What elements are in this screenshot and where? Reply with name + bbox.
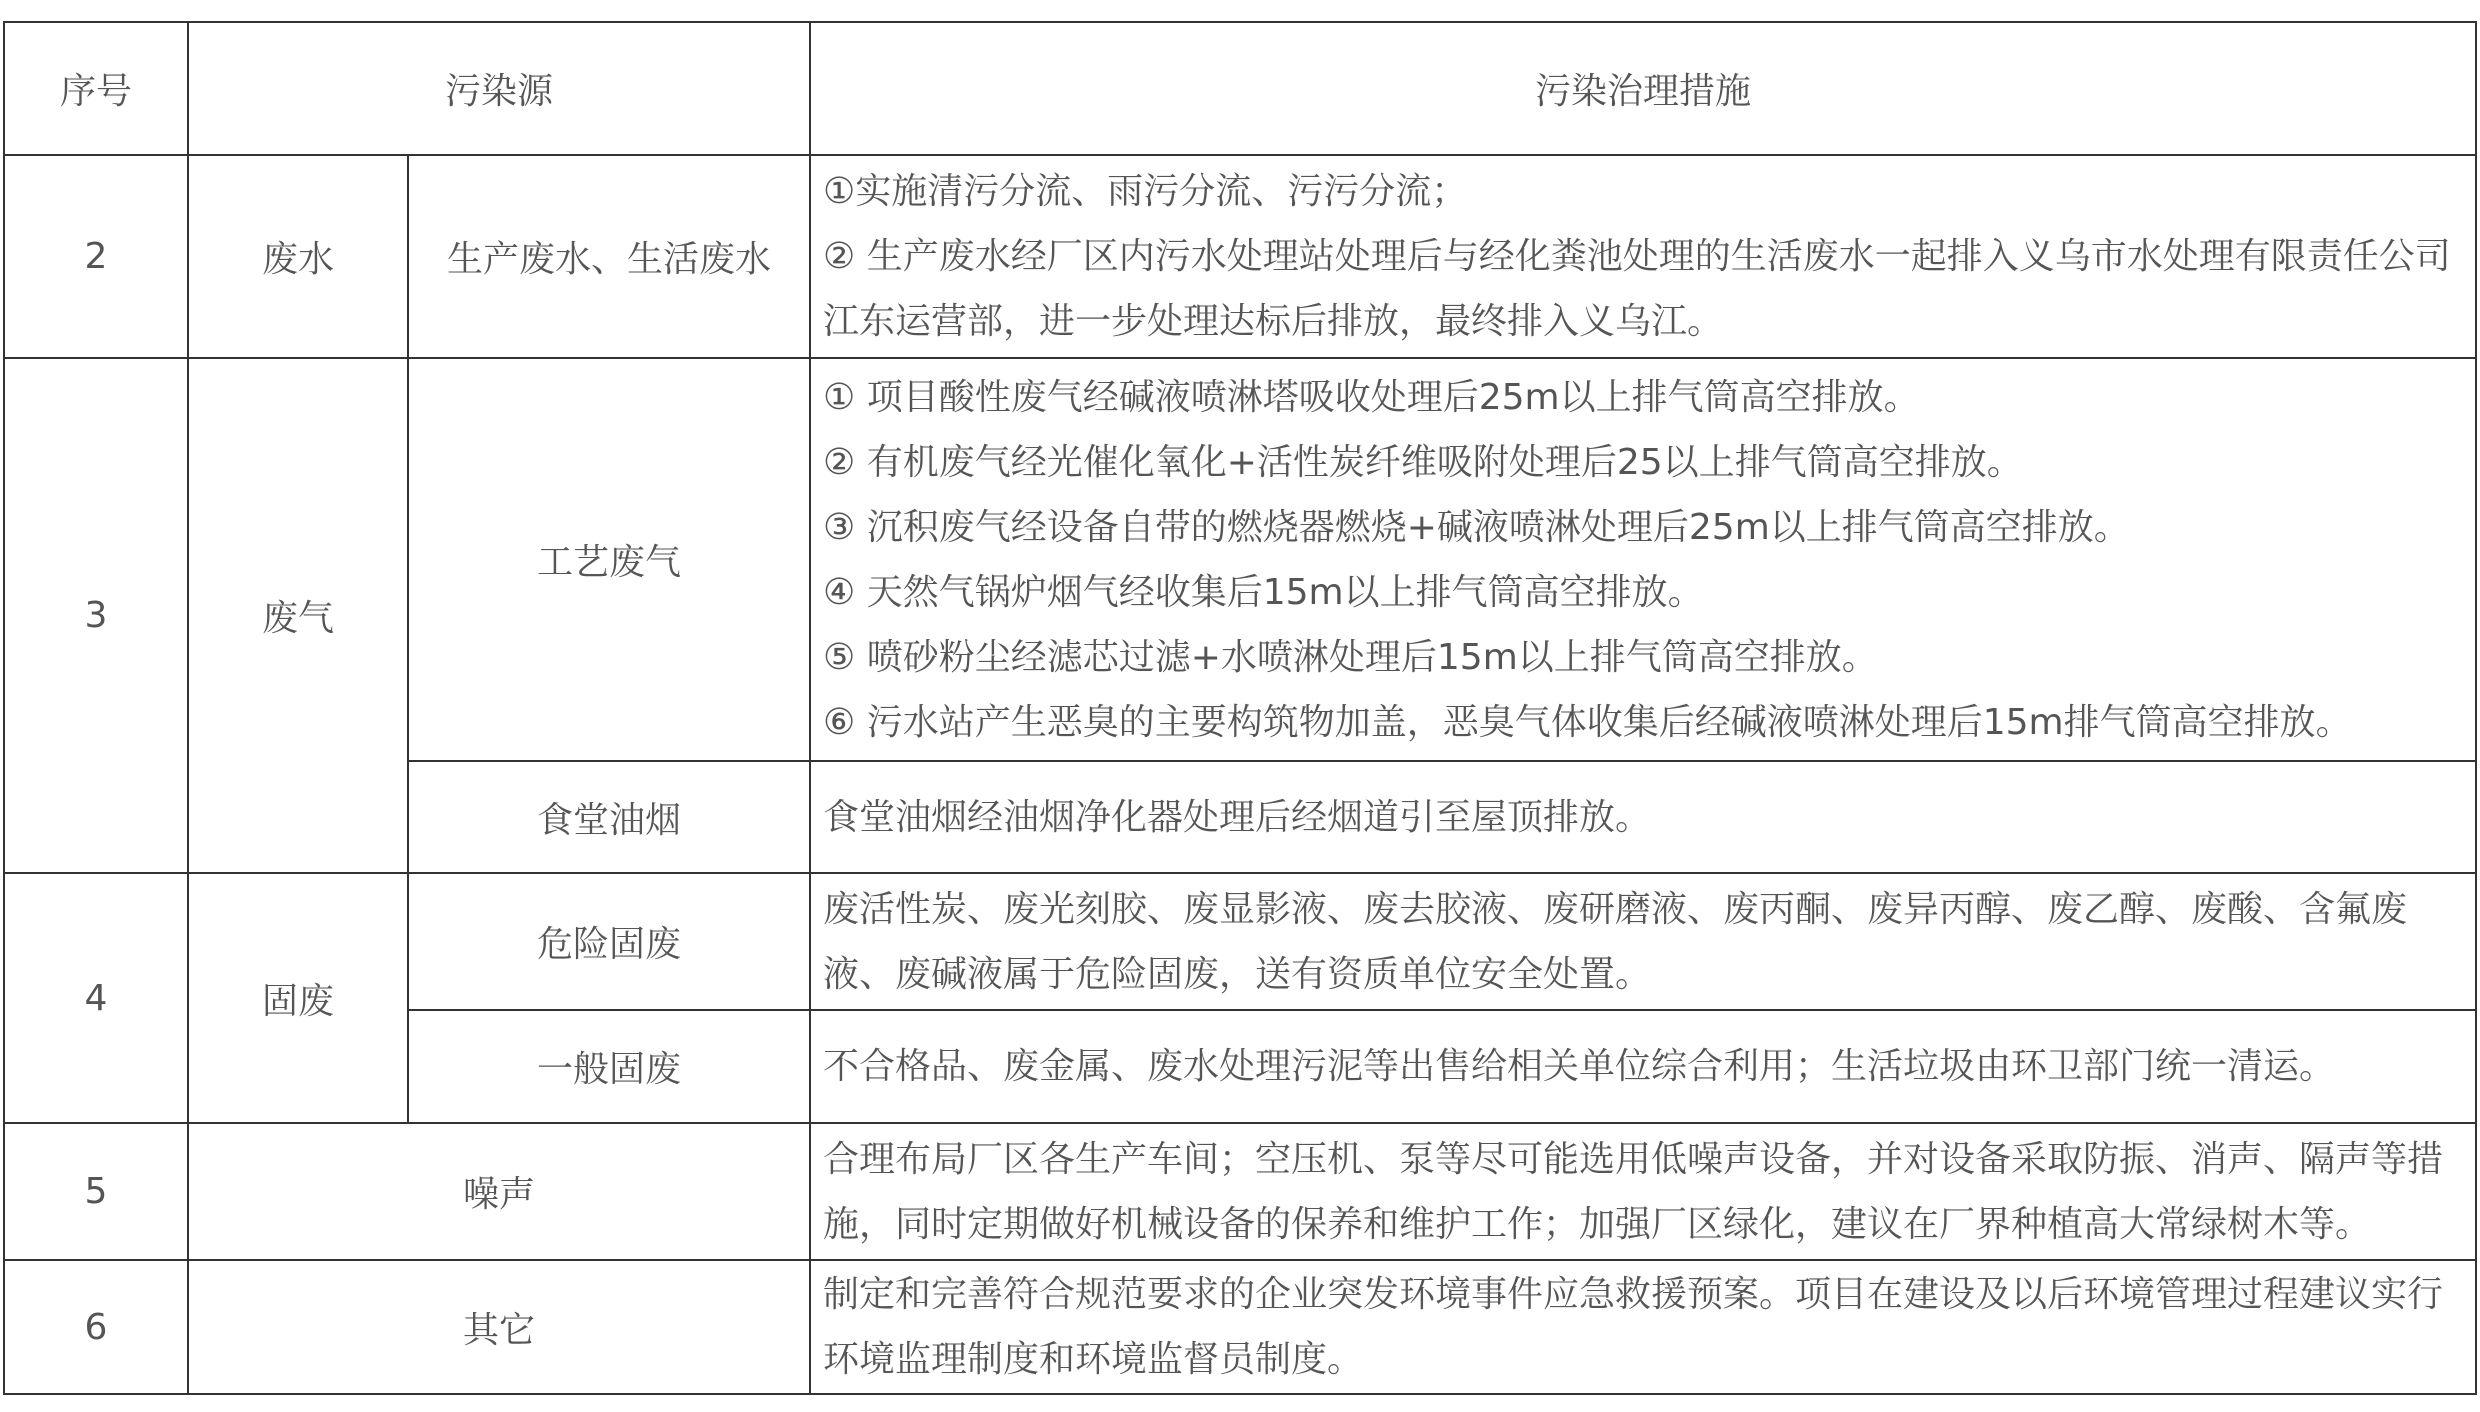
- header-row: [4, 22, 2476, 155]
- row-category: 废气: [188, 358, 408, 873]
- row-category: 固废: [188, 873, 408, 1123]
- measures-cell: [810, 358, 2476, 761]
- measures-cell: 合理布局厂区各生产车间；空压机、泵等尽可能选用低噪声设备，并对设备采取防振、消声、隔声等措施，同时定期做好机械设备的保养和维护工作；加强厂区绿化，建议在厂界种植高大常绿树木等。: [810, 1123, 2476, 1260]
- row-seq: 5: [4, 1123, 188, 1260]
- measure-item: ①实施清污分流、雨污分流、污污分流；: [823, 171, 1468, 212]
- header-measures: 污染治理措施: [810, 22, 2476, 155]
- row-category: 其它: [188, 1260, 810, 1394]
- measures-cell: 不合格品、废金属、废水处理污泥等出售给相关单位综合利用；生活垃圾由环卫部门统一清运。: [810, 1010, 2476, 1123]
- measure-item: ③ 沉积废气经设备自带的燃烧器燃烧+碱液喷淋处理后25m以上排气筒高空排放。: [823, 506, 2130, 548]
- table-row: [4, 155, 2476, 358]
- measures-cell: 食堂油烟经油烟净化器处理后经烟道引至屋顶排放。: [810, 761, 2476, 873]
- measures-cell: 废活性炭、废光刻胶、废显影液、废去胶液、废研磨液、废丙酮、废异丙醇、废乙醇、废酸、含氟废液、废碱液属于危险固废，送有资质单位安全处置。: [810, 873, 2476, 1010]
- table-row: [4, 1260, 2476, 1394]
- pollution-control-table: [3, 21, 2477, 1395]
- row-subcategory: 生产废水、生活废水: [408, 155, 810, 358]
- measure-item: ⑥ 污水站产生恶臭的主要构筑物加盖，恶臭气体收集后经碱液喷淋处理后15m排气筒高空排放。: [823, 701, 2352, 743]
- measure-item: ② 生产废水经厂区内污水处理站处理后与经化粪池处理的生活废水一起排入义乌市水处理有限责任公司江东运营部，进一步处理达标后排放，最终排入义乌江。: [823, 236, 2451, 342]
- measure-item: ① 项目酸性废气经碱液喷淋塔吸收处理后25m以上排气筒高空排放。: [823, 376, 1920, 418]
- row-seq: 3: [4, 358, 188, 873]
- measure-item: ⑤ 喷砂粉尘经滤芯过滤+水喷淋处理后15m以上排气筒高空排放。: [823, 636, 1878, 678]
- row-seq: 6: [4, 1260, 188, 1394]
- measures-cell: [810, 155, 2476, 358]
- measure-item: ④ 天然气锅炉烟气经收集后15m以上排气筒高空排放。: [823, 571, 1704, 613]
- header-source: 污染源: [188, 22, 810, 155]
- table-row: [4, 358, 2476, 761]
- measures-cell: 制定和完善符合规范要求的企业突发环境事件应急救援预案。项目在建设及以后环境管理过程建议实行环境监理制度和环境监督员制度。: [810, 1260, 2476, 1394]
- row-subcategory: 工艺废气: [408, 358, 810, 761]
- row-category: 废水: [188, 155, 408, 358]
- row-subcategory: 食堂油烟: [408, 761, 810, 873]
- row-category: 噪声: [188, 1123, 810, 1260]
- measure-item: ② 有机废气经光催化氧化+活性炭纤维吸附处理后25以上排气筒高空排放。: [823, 441, 2023, 483]
- row-seq: 4: [4, 873, 188, 1123]
- header-seq: 序号: [4, 22, 188, 155]
- table-row: [4, 873, 2476, 1010]
- row-subcategory: 一般固废: [408, 1010, 810, 1123]
- row-seq: 2: [4, 155, 188, 358]
- row-subcategory: 危险固废: [408, 873, 810, 1010]
- table-row: [4, 1123, 2476, 1260]
